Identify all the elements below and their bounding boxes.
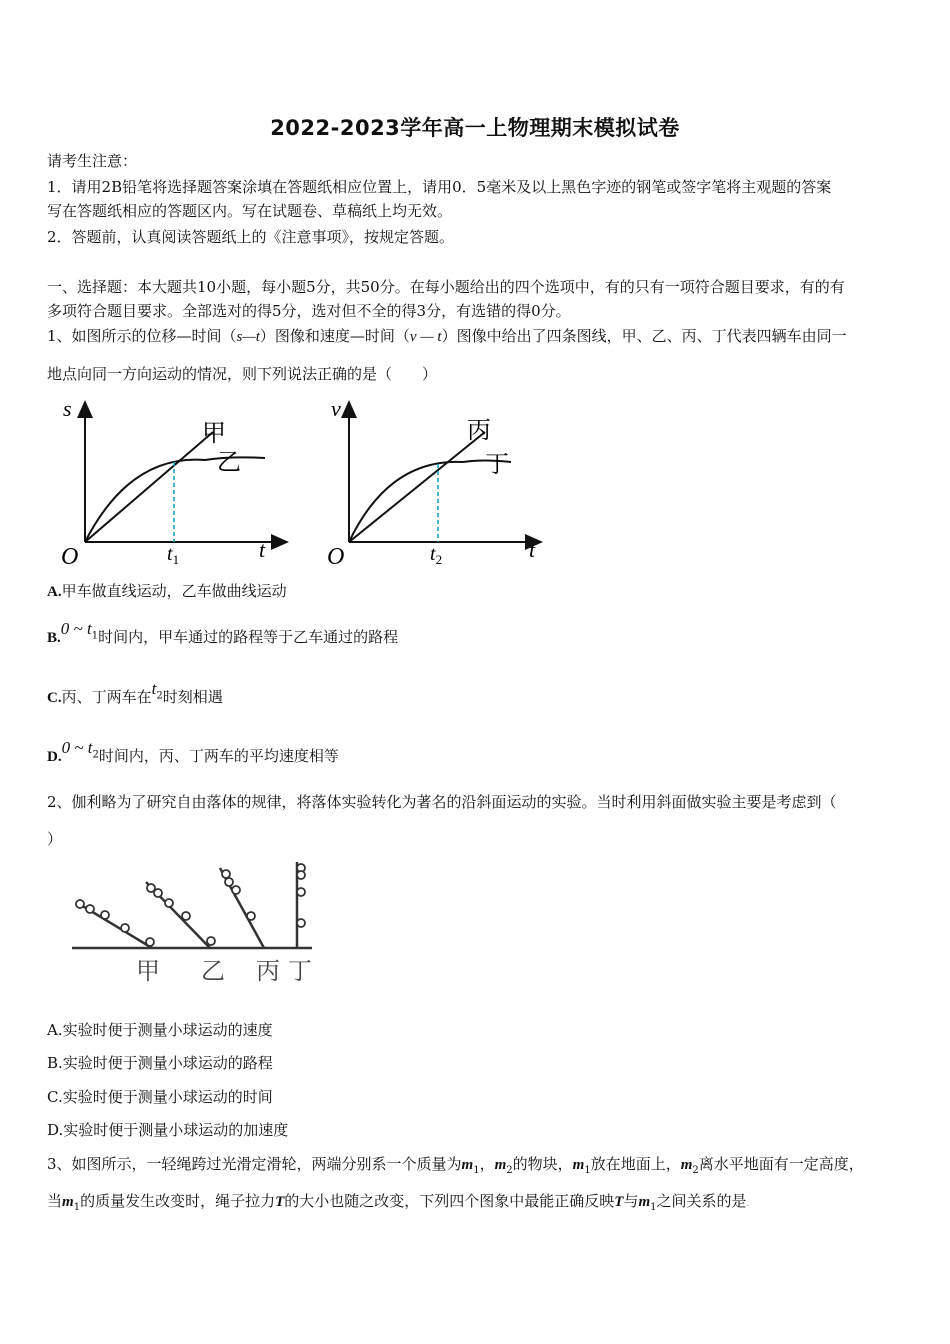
q2-option-c: C.实验时便于测量小球运动的时间 (47, 1088, 273, 1106)
v-axis-label: v (331, 396, 341, 421)
v-t-graph (327, 396, 541, 570)
q1-option-b: B.0 ~ $t_1$时间内，甲车通过的路程等于乙车通过的路程 (47, 619, 399, 646)
ball (182, 912, 190, 920)
question-3-stem-a: 3、如图所示，一轻绳跨过光滑定滑轮，两端分别系一个质量为$m_1$，$m_2$的物块，$m_1$放在地面上，$m_2$离水平地面有一定高度， (47, 1155, 864, 1176)
line-bing (349, 432, 485, 542)
q1-option-c: C.丙、丁两车在$t_2$时刻相遇 (47, 679, 223, 706)
question-2-stem-a: 2、伽利略为了研究自由落体的规律，将落体实验转化为著名的沿斜面运动的实验。当时利用斜面做实验主要是考虑到（ (47, 793, 837, 811)
ball (207, 937, 215, 945)
question-3-stem-b: 当$m_1$的质量发生改变时，绳子拉力T的大小也随之改变，下列四个图象中最能正确反映T与$m_1$之间关系的是. (47, 1192, 750, 1213)
label-yi: 乙 (217, 448, 241, 476)
ball (297, 919, 305, 927)
notice-item-2: 2．答题前，认真阅读答题纸上的《注意事项》，按规定答题。 (47, 228, 455, 246)
s-axis-label: s (63, 396, 72, 421)
t-axis-label-2: t (529, 537, 536, 562)
ball (232, 886, 240, 894)
notice-item-1a: 1．请用2B铅笔将选择题答案涂填在答题纸相应位置上，请用0．5毫米及以上黑色字迹的钢笔或签字笔将主观题的答案 (47, 178, 832, 196)
q2-option-a: A.实验时便于测量小球运动的速度 (47, 1021, 273, 1039)
q1-option-d: D.0 ~ $t_2$时间内，丙、丁两车的平均速度相等 (47, 738, 339, 765)
vt-symbol: v — t (409, 329, 442, 345)
label-jia: 甲 (202, 419, 226, 447)
ball (154, 889, 162, 897)
label-bing: 丙 (467, 416, 491, 444)
ball (101, 911, 109, 919)
label-jia: 甲 (136, 957, 160, 985)
notice-heading: 请考生注意： (47, 152, 138, 170)
section-instructions-2: 多项符合题目要求。全部选对的得5分，选对但不全的得3分，有选错的得0分。 (47, 302, 571, 320)
ball (121, 924, 129, 932)
label-bing: 丙 (256, 957, 280, 985)
question-1-figure (55, 392, 555, 570)
label-ding: 丁 (485, 450, 509, 478)
ball (247, 912, 255, 920)
t-axis-label: t (259, 537, 266, 562)
page-title: 2022-2023学年高一上物理期末模拟试卷 (270, 116, 680, 140)
origin-label-2: O (327, 544, 345, 570)
section-instructions-1: 一、选择题：本大题共10小题，每小题5分，共50分。在每小题给出的四个选项中，有的只有一项符合题目要求，有的有 (47, 278, 845, 296)
s-t-graph (61, 396, 287, 570)
ball (225, 878, 233, 886)
q2-option-b: B.实验时便于测量小球运动的路程 (47, 1054, 273, 1072)
ball (165, 899, 173, 907)
notice-item-1b: 写在答题纸相应的答题区内。写在试题卷、草稿纸上均无效。 (47, 202, 453, 220)
question-2-figure (60, 858, 330, 988)
q1-option-a: A.甲车做直线运动，乙车做曲线运动 (47, 582, 287, 600)
question-1-stem-a: 1、如图所示的位移—时间（s—t）图像和速度—时间（v — t）图像中给出了四条图线，甲、乙、丙、丁代表四辆车由同一 (47, 327, 847, 345)
st-symbol: s—t (236, 329, 260, 345)
ball (76, 900, 84, 908)
ball (146, 938, 154, 946)
question-2-stem-b: ） (47, 830, 63, 848)
ball (222, 870, 230, 878)
origin-label: O (61, 544, 79, 570)
balls (76, 864, 305, 946)
ball (297, 888, 305, 896)
label-yi: 乙 (201, 957, 225, 985)
q2-option-d: D.实验时便于测量小球运动的加速度 (47, 1121, 289, 1139)
t1-label: $t_1$ (167, 543, 180, 567)
label-ding: 丁 (288, 957, 312, 985)
ball (86, 905, 94, 913)
t2-label: $t_2$ (430, 543, 443, 567)
question-1-stem-b: 地点向同一方向运动的情况，则下列说法正确的是（ ） (47, 365, 438, 383)
line-jia (85, 432, 213, 542)
ball (297, 871, 305, 879)
